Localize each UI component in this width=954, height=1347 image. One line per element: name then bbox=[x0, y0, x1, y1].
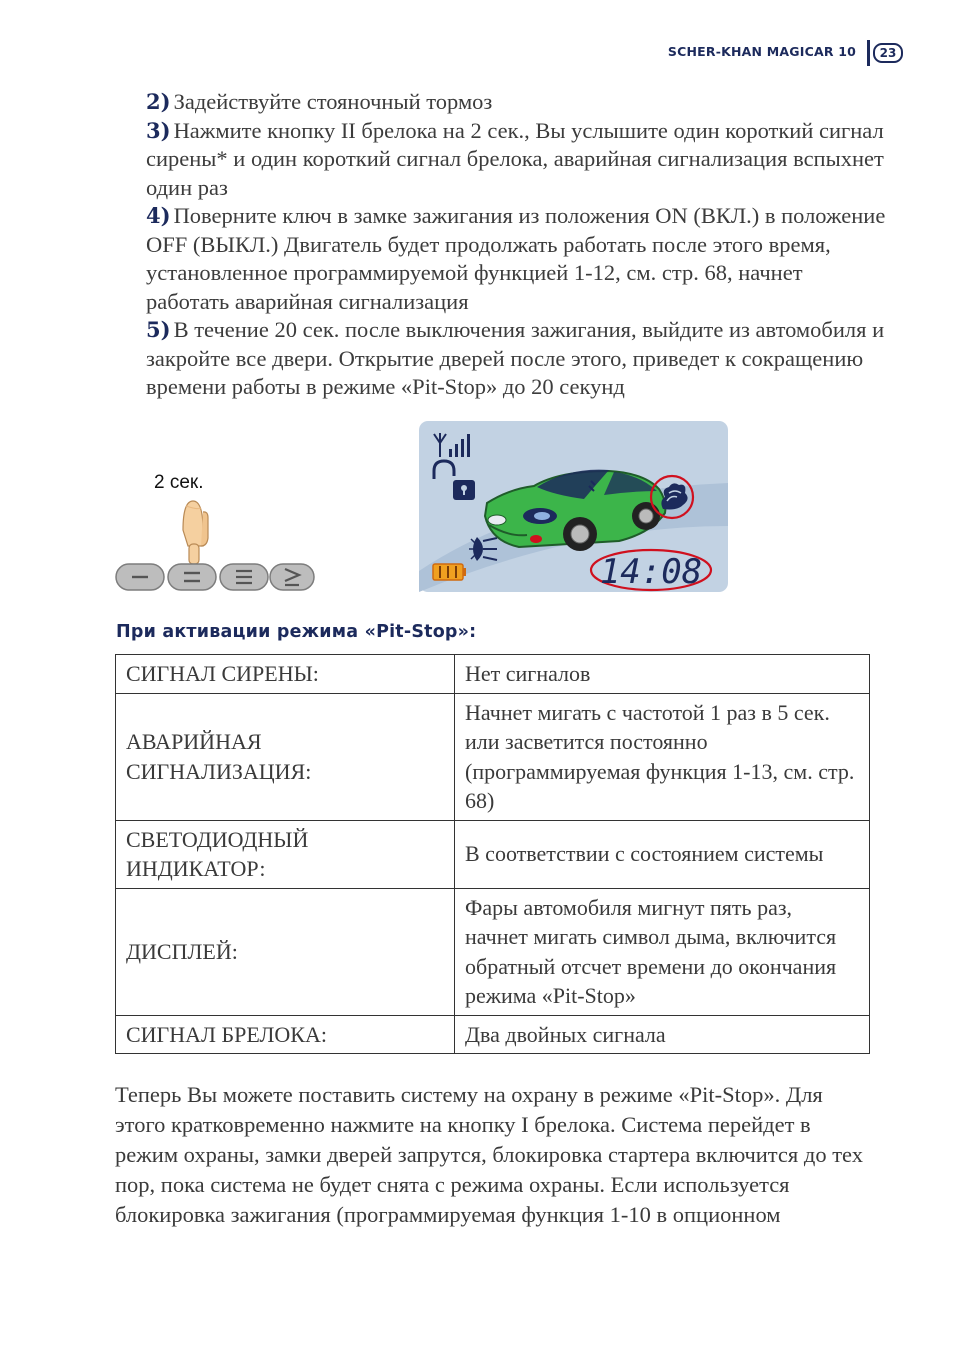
page-number: 23 bbox=[873, 43, 903, 63]
keyfob-illustration bbox=[113, 496, 318, 596]
row-label: АВАРИЙНАЯ СИГНАЛИЗАЦИЯ: bbox=[116, 693, 455, 820]
step-3 bbox=[146, 117, 886, 203]
finger-icon bbox=[183, 501, 208, 564]
step-number: 5) bbox=[146, 317, 171, 342]
row-value: Нет сигналов bbox=[455, 655, 870, 694]
body-paragraph: Теперь Вы можете поставить систему на охрану в режиме «Pit-Stop». Для этого кратковременно нажмите на кнопку I брелока. Система перейдет в режим охраны, замки дверей запрутся, блокировка стартера включится до тех пор, пока система не будет снята с режима охраны. Если используется блокировка зажигания (программируемая функция 1-10 в опционном bbox=[115, 1082, 863, 1227]
row-value: В соответствии с состоянием системы bbox=[455, 820, 870, 888]
keyfob-button-1 bbox=[116, 564, 164, 590]
table-row bbox=[116, 655, 870, 694]
lcd-display-illustration bbox=[419, 421, 729, 593]
section-title: При активации режима «Pit-Stop»: bbox=[116, 622, 477, 642]
table-row bbox=[116, 888, 870, 1015]
row-value: Фары автомобиля мигнут пять раз, начнет мигать символ дыма, включится обратный отсчет времени до окончания режима «Pit-Stop» bbox=[455, 888, 870, 1015]
press-duration-label: 2 сек. bbox=[154, 472, 204, 493]
step-2 bbox=[146, 88, 886, 117]
row-label: СВЕТОДИОДНЫЙ ИНДИКАТОР: bbox=[116, 820, 455, 888]
header-divider bbox=[867, 40, 870, 66]
table-row bbox=[116, 820, 870, 888]
row-value: Два двойных сигнала bbox=[455, 1015, 870, 1054]
step-4 bbox=[146, 202, 886, 316]
step-number: 2) bbox=[146, 89, 171, 114]
step-text: Задействуйте стояночный тормоз bbox=[173, 89, 493, 114]
step-5 bbox=[146, 316, 886, 402]
row-value: Начнет мигать с частотой 1 раз в 5 сек. или засветится постоянно (программируемая функция 1-13, см. стр. 68) bbox=[455, 693, 870, 820]
row-label: ДИСПЛЕЙ: bbox=[116, 888, 455, 1015]
step-text: Нажмите кнопку II брелока на 2 сек., Вы услышите один короткий сигнал сирены* и один короткий сигнал брелока, аварийная сигнализация вспыхнет один раз bbox=[146, 117, 884, 200]
step-number: 3) bbox=[146, 117, 171, 143]
lcd-clock: 14:08 bbox=[599, 552, 703, 592]
table-row bbox=[116, 693, 870, 820]
row-label: СИГНАЛ БРЕЛОКА: bbox=[116, 1015, 455, 1054]
step-text: Поверните ключ в замке зажигания из положения ON (ВКЛ.) в положение OFF (ВЫКЛ.) Двигатель будет продолжать работать после этого время, установленное программируемой функцией 1-12, см. стр. 68, начнет работать аварийная сигнализация bbox=[146, 203, 886, 314]
battery-icon bbox=[433, 564, 466, 580]
header-brand: SCHER-KHAN MAGICAR 10 bbox=[667, 44, 856, 59]
pit-stop-status-table bbox=[115, 654, 870, 1054]
keyfob-button-4 bbox=[270, 564, 314, 590]
keyfob-button-2 bbox=[168, 564, 216, 590]
keyfob-button-3 bbox=[220, 564, 268, 590]
row-label: СИГНАЛ СИРЕНЫ: bbox=[116, 655, 455, 694]
table-row bbox=[116, 1015, 870, 1054]
step-text: В течение 20 сек. после выключения зажигания, выйдите из автомобиля и закройте все двери. Открытие дверей после этого, приведет к сокращению времени работы в режиме «Pit-Stop» до 20 секунд bbox=[146, 317, 885, 399]
instruction-steps bbox=[146, 88, 886, 402]
step-number: 4) bbox=[146, 203, 171, 228]
